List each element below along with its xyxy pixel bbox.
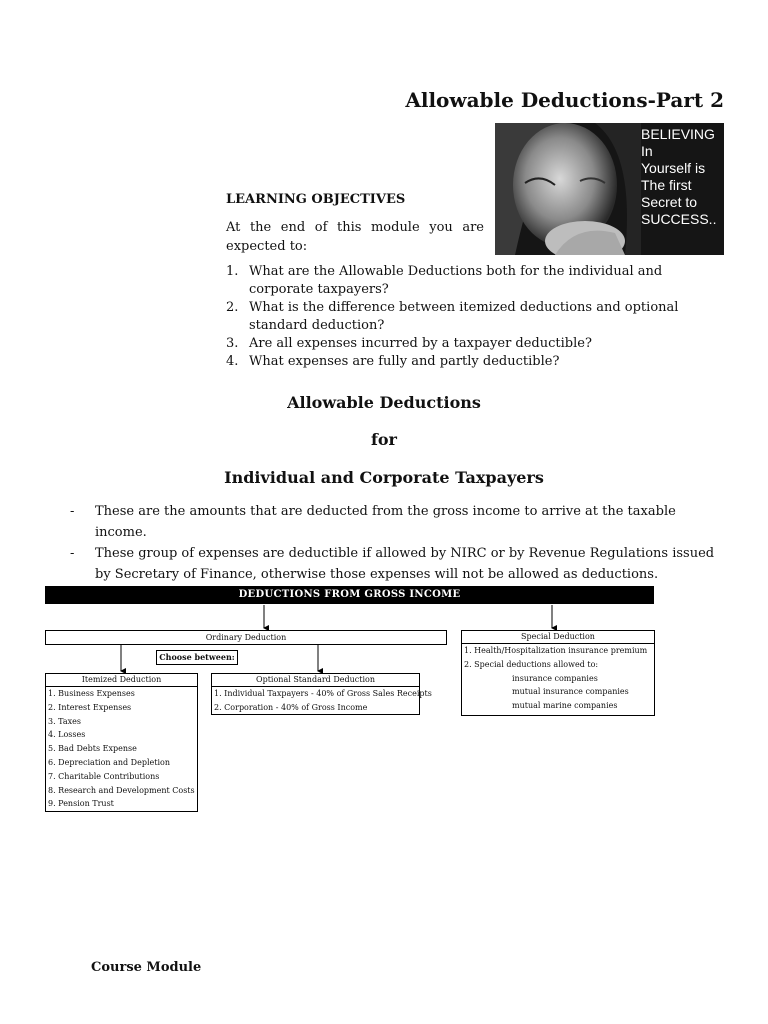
diagram-banner: DEDUCTIONS FROM GROSS INCOME xyxy=(45,586,654,604)
special-item: 2. Special deductions allowed to: xyxy=(464,659,599,669)
special-item: 1. Health/Hospitalization insurance premium xyxy=(464,646,648,655)
itemized-item: 8. Research and Development Costs xyxy=(48,785,195,795)
optional-standard-deduction-box xyxy=(211,673,432,715)
special-deduction-header: Special Deduction xyxy=(462,631,654,644)
special-sub-item: mutual marine companies xyxy=(512,701,618,711)
itemized-item: 4. Losses xyxy=(48,730,86,740)
optional-item: 1. Individual Taxpayers - 40% of Gross Sales Receipts xyxy=(214,689,432,698)
objective-number: 3. xyxy=(226,336,239,351)
itemized-item: 6. Depreciation and Depletion xyxy=(48,757,170,767)
special-sub-item: mutual insurance companies xyxy=(512,687,629,697)
itemized-item: 7. Charitable Contributions xyxy=(48,771,160,781)
footer-text: Course Module xyxy=(91,960,202,975)
bullet-dash: - xyxy=(70,504,75,519)
caption-line: BELIEVING xyxy=(641,126,715,142)
caption-line: Yourself is xyxy=(641,160,706,176)
learning-objectives-heading: LEARNING OBJECTIVES xyxy=(226,192,406,207)
bullet-text: These group of expenses are deductible if allowed by NIRC or by Revenue Regulations issued by Secretary of Finance, otherwise those expenses will not be allowed as deductions. xyxy=(95,546,715,582)
itemized-item: 3. Taxes xyxy=(48,716,82,726)
bullet-text: These are the amounts that are deducted from the gross income to arrive at the taxable income. xyxy=(95,504,676,540)
caption-line: SUCCESS.. xyxy=(641,211,717,227)
bullet-dash: - xyxy=(70,546,75,561)
itemized-item: 1. Business Expenses xyxy=(48,689,135,698)
optional-deduction-header: Optional Standard Deduction xyxy=(212,674,419,687)
optional-item: 2. Corporation - 40% of Gross Income xyxy=(214,702,368,712)
caption-line: In xyxy=(641,143,653,159)
objective-number: 1. xyxy=(226,264,239,279)
intro-text: At the end of this module you are expected to: xyxy=(226,220,484,254)
itemized-item: 2. Interest Expenses xyxy=(48,702,132,712)
ordinary-deduction-box: Ordinary Deduction xyxy=(45,630,447,645)
caption-line: Secret to xyxy=(641,194,698,210)
objective-text: What are the Allowable Deductions both for the individual and corporate taxpayers? xyxy=(249,264,663,297)
special-sub-item: insurance companies xyxy=(512,673,598,683)
section-heading: for xyxy=(371,430,397,449)
caption-line: The first xyxy=(641,177,692,193)
objective-text: What is the difference between itemized deductions and optional standard deduction? xyxy=(249,300,679,333)
objective-text: What expenses are fully and partly deductible? xyxy=(249,354,560,369)
objective-number: 4. xyxy=(226,354,239,369)
special-deduction-box xyxy=(461,630,655,716)
objective-text: Are all expenses incurred by a taxpayer deductible? xyxy=(249,336,592,351)
page-title: Allowable Deductions-Part 2 xyxy=(405,88,724,112)
itemized-item: 5. Bad Debts Expense xyxy=(48,744,137,754)
itemized-deduction-header: Itemized Deduction xyxy=(46,674,197,687)
section-heading: Allowable Deductions xyxy=(287,393,481,412)
section-heading: Individual and Corporate Taxpayers xyxy=(224,468,544,487)
choose-between-box: Choose between: xyxy=(156,650,238,665)
objective-number: 2. xyxy=(226,300,239,315)
itemized-item: 9. Pension Trust xyxy=(48,799,114,809)
itemized-deduction-box xyxy=(45,673,198,812)
